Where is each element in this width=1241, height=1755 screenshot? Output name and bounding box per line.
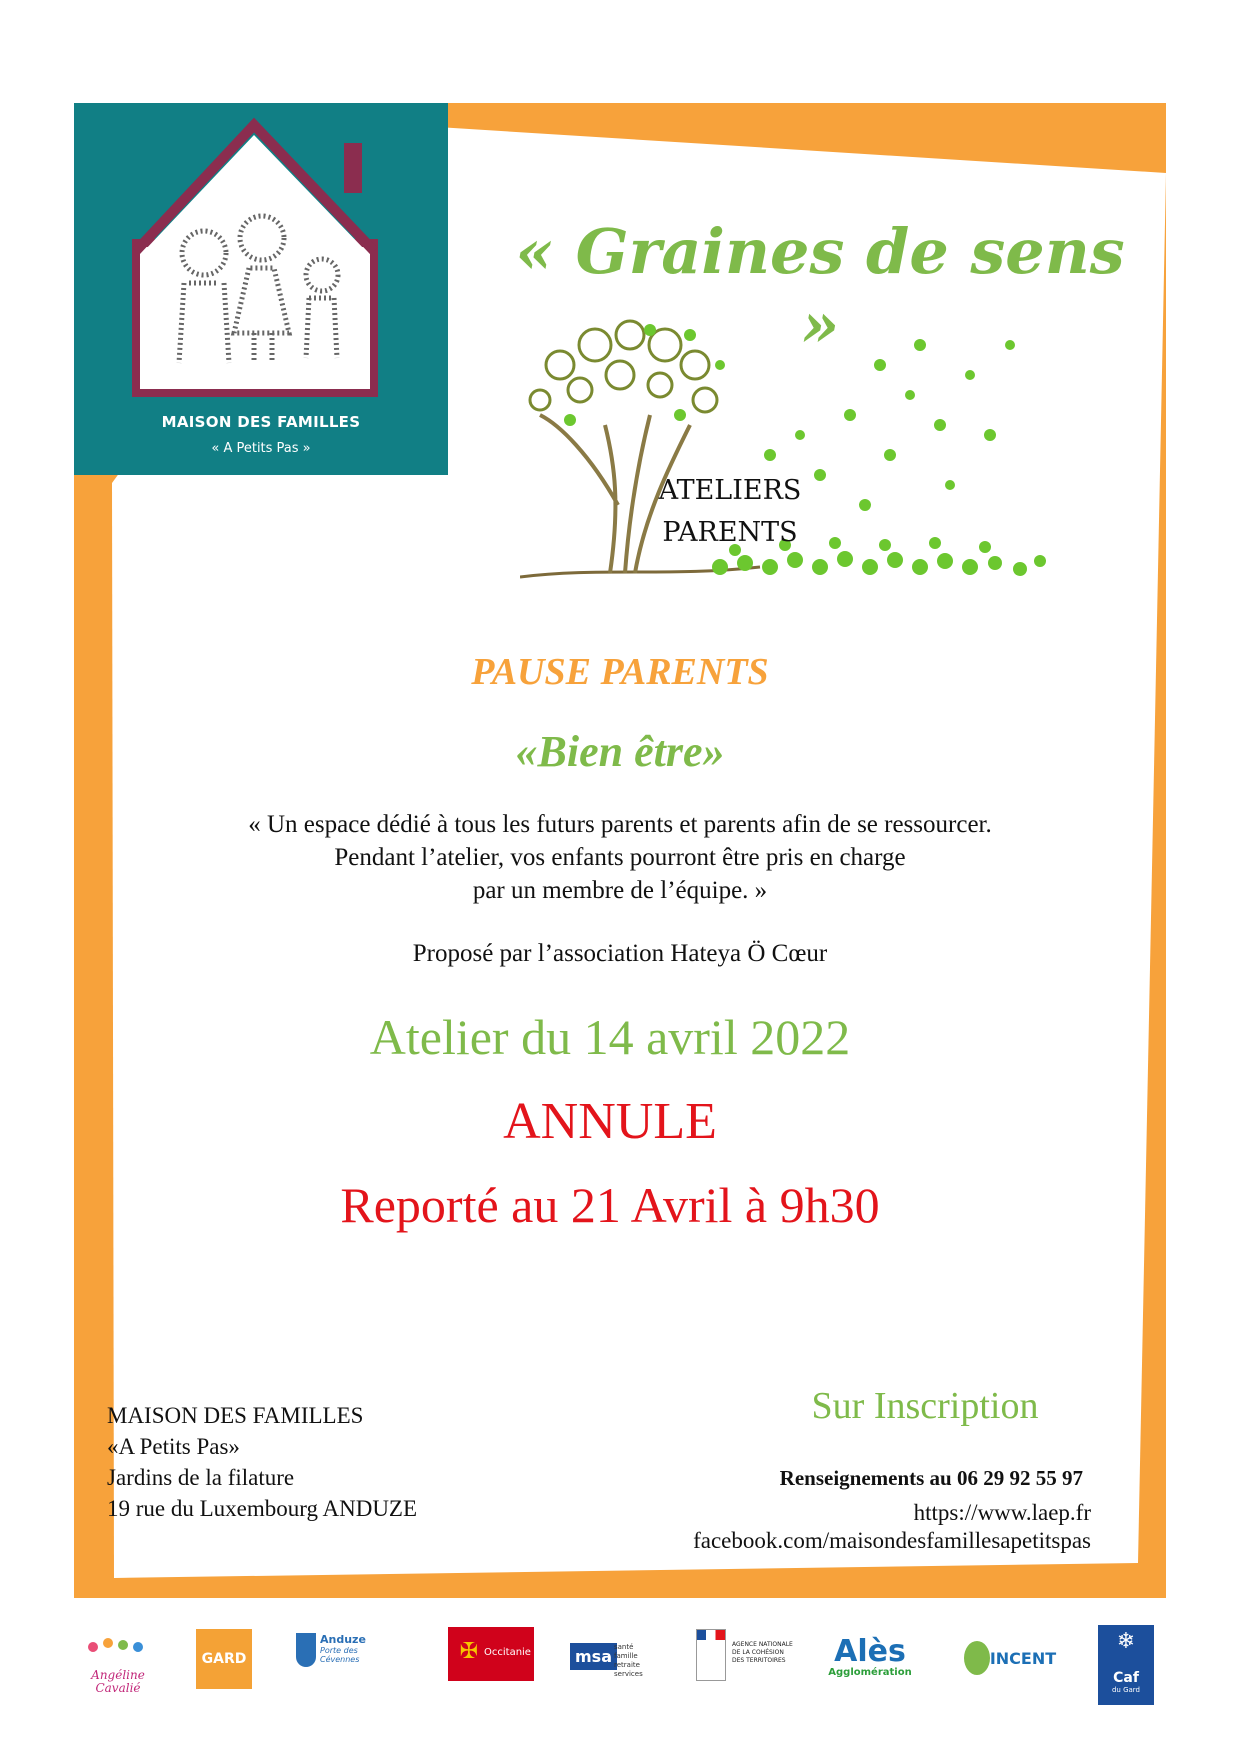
anct-text: AGENCE NATIONALE DE LA COHÉSION DES TERRITOIRES	[732, 1641, 793, 1664]
rescheduled-date: Reporté au 21 Avril à 9h30	[340, 1177, 880, 1233]
contact-info: Renseignements au 06 29 92 55 97	[779, 1466, 1083, 1490]
address-line2: «A Petits Pas»	[107, 1434, 240, 1459]
ales-text: Alès	[834, 1634, 906, 1669]
people-icon	[78, 1635, 158, 1665]
tree-caption-line1: ATELIERS	[658, 475, 802, 506]
saint-vincent-logo	[958, 1639, 1058, 1668]
partner-logos	[0, 1615, 1241, 1725]
anduze-text: Anduze	[320, 1633, 366, 1646]
occitanie-text: Occitanie	[484, 1647, 531, 1658]
angeline-text: Angéline Cavalié	[91, 1668, 145, 1695]
description-line1: « Un espace dédié à tous les futurs parents et parents afin de se ressourcer.	[248, 811, 992, 838]
msa-sub: santé famille retraite services	[614, 1643, 643, 1678]
status-cancelled: ANNULE	[503, 1093, 717, 1150]
anduze-shield-icon	[296, 1633, 316, 1667]
description	[130, 808, 1110, 907]
logo-subtitle: « A Petits Pas »	[211, 441, 311, 456]
logo-title: MAISON DES FAMILLES	[161, 413, 361, 431]
msa-logo	[570, 1643, 650, 1678]
gard-text: GARD	[201, 1651, 247, 1667]
house-icon	[74, 103, 448, 403]
address-block	[107, 1400, 417, 1524]
marianne-icon	[696, 1629, 726, 1681]
inscription-label: Sur Inscription	[811, 1385, 1039, 1427]
pause-parents-heading: PAUSE PARENTS	[471, 651, 769, 693]
angeline-cavalie-logo	[78, 1635, 158, 1695]
msa-text: msa	[570, 1643, 617, 1670]
caf-sub: du Gard	[1111, 1686, 1141, 1694]
page-title: « Graines de sens »	[515, 215, 1125, 361]
caf-text: Caf	[1113, 1670, 1139, 1686]
anct-logo	[696, 1629, 796, 1665]
tree-icon	[520, 305, 1080, 605]
occitanie-logo	[448, 1627, 534, 1681]
tree-caption	[640, 470, 820, 554]
proposed-by: Proposé par l’association Hateya Ö Cœur	[412, 940, 828, 967]
atelier-date: Atelier du 14 avril 2022	[369, 1009, 851, 1065]
ales-sub: Agglomération	[828, 1667, 912, 1678]
facebook-link[interactable]: facebook.com/maisondesfamillesapetitspas	[693, 1528, 1091, 1553]
caf-logo	[1098, 1625, 1154, 1705]
address-line4: 19 rue du Luxembourg ANDUZE	[107, 1496, 418, 1521]
tree-illustration	[520, 305, 1080, 609]
description-line2: Pendant l’atelier, vos enfants pourront être pris en charge	[334, 844, 906, 871]
address-line1: MAISON DES FAMILLES	[107, 1403, 364, 1428]
address-line3: Jardins de la filature	[107, 1465, 295, 1490]
ales-logo	[822, 1634, 918, 1678]
bien-etre-subtitle: «Bien être»	[515, 727, 725, 776]
tree-caption-line2: PARENTS	[662, 517, 798, 548]
description-line3: par un membre de l’équipe. »	[472, 877, 768, 904]
gard-logo	[196, 1629, 252, 1689]
runner-icon	[964, 1641, 990, 1675]
anduze-sub: Porte des Cévennes	[320, 1646, 360, 1664]
website-link[interactable]: https://www.laep.fr	[913, 1500, 1091, 1525]
caf-snowflake-icon: ❄	[1116, 1629, 1136, 1654]
anduze-logo	[296, 1633, 392, 1664]
maison-des-familles-logo	[74, 103, 448, 475]
occitanie-cross-icon: ✠	[459, 1639, 479, 1664]
vincent-text: INCENT	[989, 1649, 1057, 1668]
